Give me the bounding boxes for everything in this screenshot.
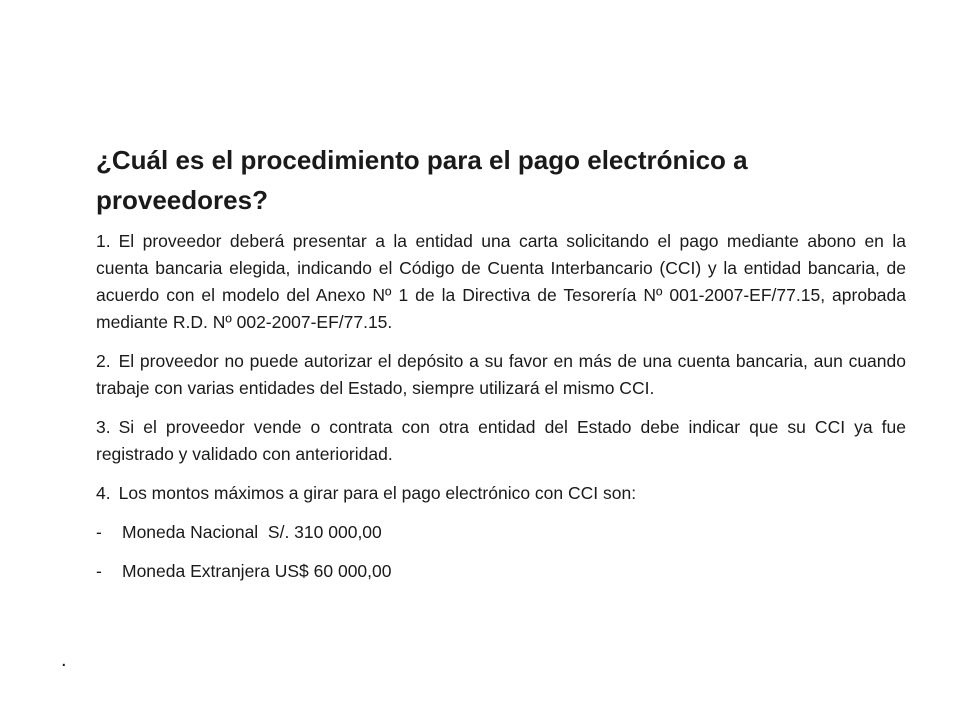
footer-dot: .	[61, 649, 67, 671]
bullet-moneda-nacional	[96, 519, 906, 546]
bullet-text: Moneda Extranjera US$ 60 000,00	[122, 561, 392, 581]
item-number: 1.	[96, 231, 111, 251]
item-number: 2.	[96, 351, 111, 371]
bullet-dash: -	[96, 522, 102, 542]
bullet-text: Moneda Nacional S/. 310 000,00	[122, 522, 382, 542]
item-text: Los montos máximos a girar para el pago electrónico con CCI son:	[118, 483, 637, 503]
slide-title: ¿Cuál es el procedimiento para el pago electrónico a proveedores?	[96, 145, 748, 215]
paragraph-item-4	[96, 480, 906, 507]
item-text: El proveedor deberá presentar a la entidad una carta solicitando el pago mediante abono en la cuenta bancaria elegida, indicando el Código de Cuenta Interbancario (CCI) y la entidad bancaria, de acuerdo con el modelo del Anexo Nº 1 de la Directiva de Tesorería Nº 001-2007-EF/77.15, aprobada mediante R.D. Nº 002-2007-EF/77.15.	[96, 231, 906, 332]
bullet-dash: -	[96, 561, 102, 581]
item-text: El proveedor no puede autorizar el depósito a su favor en más de una cuenta bancaria, aun cuando trabaje con varias entidades del Estado, siempre utilizará el mismo CCI.	[96, 351, 906, 398]
slide-content	[96, 140, 906, 597]
paragraph-item-1	[96, 228, 906, 336]
paragraph-item-3	[96, 414, 906, 468]
item-text: Si el proveedor vende o contrata con otra entidad del Estado debe indicar que su CCI ya fue registrado y validado con anterioridad.	[96, 417, 906, 464]
paragraph-item-2	[96, 348, 906, 402]
bullet-moneda-extranjera	[96, 558, 906, 585]
item-number: 3.	[96, 417, 111, 437]
item-number: 4.	[96, 483, 111, 503]
